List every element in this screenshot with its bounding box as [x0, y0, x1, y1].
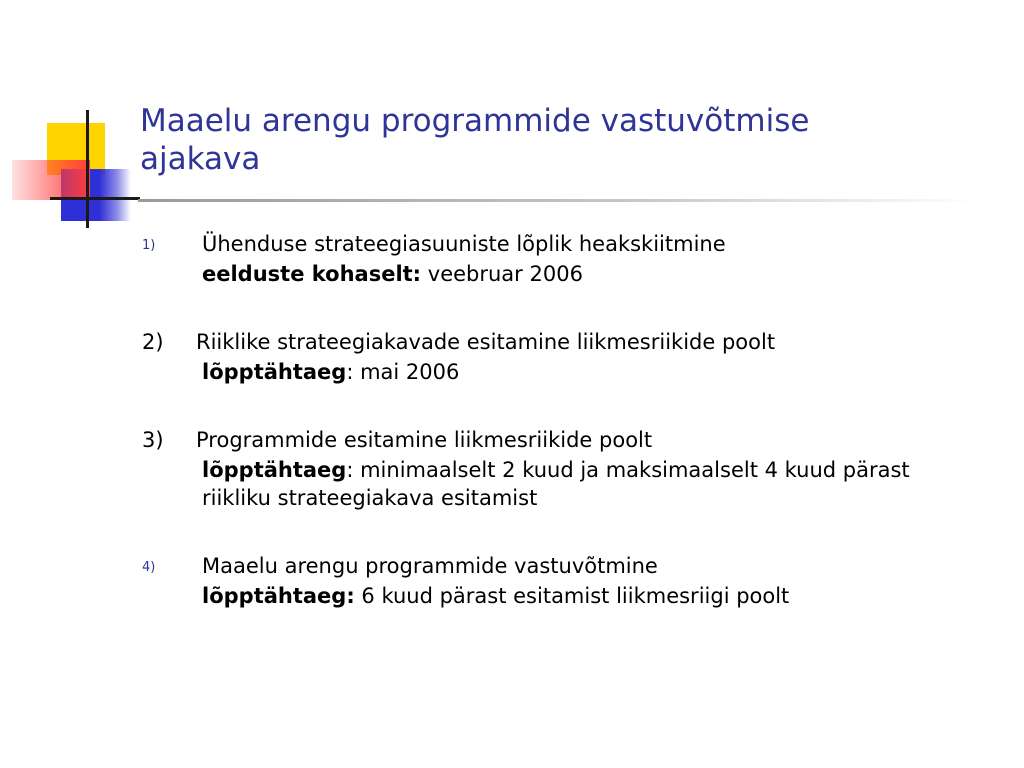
decorative-logo: [0, 0, 140, 240]
red-square: [12, 160, 90, 200]
timeline-list: [140, 228, 980, 648]
item-deadline: [140, 358, 980, 386]
deadline-value: veebruar 2006: [421, 262, 583, 286]
title-line-2: ajakava: [140, 141, 261, 177]
horizontal-line: [50, 197, 140, 200]
list-item: [140, 228, 980, 288]
deadline-label: lõpptähtaeg:: [202, 584, 355, 608]
item-deadline: [140, 582, 980, 610]
title-divider: [138, 199, 978, 202]
item-text: Ühenduse strateegiasuuniste lõplik heakskiitmine: [202, 232, 726, 256]
vertical-line: [86, 110, 89, 228]
list-item: [140, 326, 980, 386]
item-number: 4): [142, 560, 156, 575]
list-item: [140, 424, 980, 512]
deadline-label: eelduste kohaselt:: [202, 262, 422, 286]
item-text: Programmide esitamine liikmesriikide poolt: [196, 428, 653, 452]
title-line-1: Maaelu arengu programmide vastuvõtmise: [140, 103, 810, 139]
item-number: 2): [142, 330, 164, 354]
deadline-label: lõpptähtaeg: [202, 458, 347, 482]
list-item: [140, 550, 980, 610]
deadline-value: : minimaalselt 2 kuud ja maksimaalselt 4 kuud pärast riikliku strateegiakava esitamist: [202, 458, 910, 510]
item-number: 3): [142, 428, 164, 452]
deadline-label: lõpptähtaeg: [202, 360, 347, 384]
slide-title: [140, 102, 980, 178]
item-deadline: [140, 456, 980, 512]
item-text: Riiklike strateegiakavade esitamine liikmesriikide poolt: [196, 330, 776, 354]
item-text: Maaelu arengu programmide vastuvõtmine: [202, 554, 658, 578]
item-deadline: [140, 260, 980, 288]
item-number: 1): [142, 238, 156, 253]
deadline-value: : mai 2006: [346, 360, 460, 384]
deadline-value: 6 kuud pärast esitamist liikmesriigi poolt: [354, 584, 790, 608]
